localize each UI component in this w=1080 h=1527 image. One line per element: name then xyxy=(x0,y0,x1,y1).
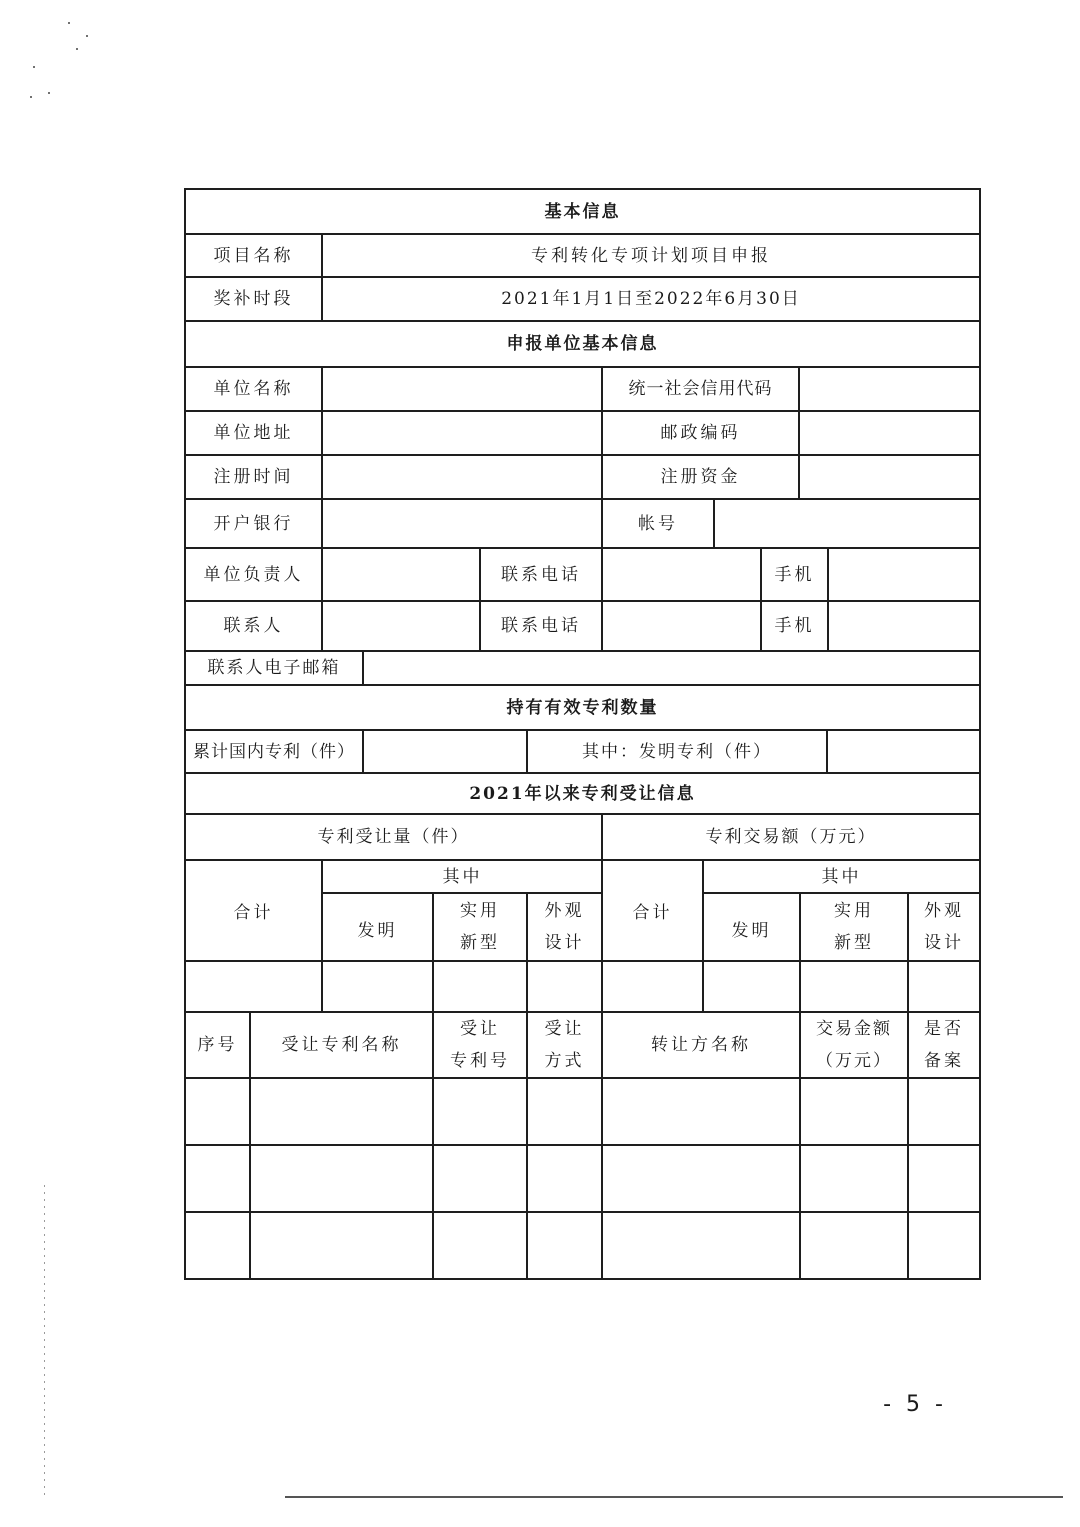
period-label: 奖补时段 xyxy=(213,289,294,309)
scan-speck xyxy=(48,92,50,94)
table-rule xyxy=(184,960,981,962)
detail-method-header xyxy=(528,1013,601,1077)
detail-seq-header: 序号 xyxy=(197,1035,238,1055)
detail-patent-no-line1: 受让 xyxy=(460,1019,500,1039)
detail-patent-no-header xyxy=(434,1013,526,1077)
section-title-basic: 基本信息 xyxy=(544,201,621,222)
count-utility-line1: 实用 xyxy=(460,901,500,921)
contact-mobile-label: 手机 xyxy=(774,616,815,636)
amount-invention-label: 发明 xyxy=(731,921,772,941)
account-field[interactable] xyxy=(715,500,979,547)
detail-transferor-header: 转让方名称 xyxy=(651,1035,751,1055)
head-mobile-field[interactable] xyxy=(829,549,979,600)
section-title-transfer: 2021年以来专利受让信息 xyxy=(469,783,696,804)
domestic-patents-field[interactable] xyxy=(364,731,526,772)
detail-amount-line1: 交易金额 xyxy=(816,1019,892,1039)
count-among-label: 其中 xyxy=(442,866,483,887)
table-rule xyxy=(184,1211,981,1213)
table-border-right xyxy=(979,188,981,1280)
head-phone-label: 联系电话 xyxy=(501,564,581,585)
unit-address-field[interactable] xyxy=(323,412,601,454)
contact-mobile-field[interactable] xyxy=(829,602,979,650)
domestic-patents-label: 累计国内专利（件） xyxy=(193,741,355,762)
project-name-label: 项目名称 xyxy=(213,245,294,266)
count-total-label: 合计 xyxy=(233,903,274,923)
scan-speck xyxy=(76,48,78,50)
detail-amount-line2: （万元） xyxy=(816,1051,892,1071)
email-field[interactable] xyxy=(364,652,979,684)
section-title-unit: 申报单位基本信息 xyxy=(506,334,659,354)
detail-amount-header xyxy=(801,1013,907,1077)
bank-label: 开户银行 xyxy=(213,513,294,534)
count-design-line1: 外观 xyxy=(544,901,585,921)
section-title-patents: 持有有效专利数量 xyxy=(506,697,659,718)
table-border-bottom xyxy=(184,1278,981,1280)
invention-patents-field[interactable] xyxy=(828,731,979,772)
scan-dotted-margin xyxy=(44,1185,45,1495)
contact-field[interactable] xyxy=(323,602,479,650)
scan-speck xyxy=(30,96,32,98)
transfer-count-header: 专利受让量（件） xyxy=(317,827,470,847)
amount-utility-label xyxy=(801,894,907,960)
project-name-value: 专利转化专项计划项目申报 xyxy=(531,245,771,266)
invention-patents-label: 其中：发明专利（件） xyxy=(582,741,772,762)
amount-design-label xyxy=(909,894,979,960)
credit-code-field[interactable] xyxy=(800,368,979,410)
detail-patent-no-line2: 专利号 xyxy=(450,1051,510,1071)
unit-address-label: 单位地址 xyxy=(213,423,294,443)
detail-filed-line2: 备案 xyxy=(924,1051,964,1071)
postal-code-field[interactable] xyxy=(800,412,979,454)
detail-method-line2: 方式 xyxy=(544,1051,585,1071)
amount-design-line2: 设计 xyxy=(924,933,964,953)
detail-filed-header xyxy=(909,1013,979,1077)
detail-patent-name-header: 受让专利名称 xyxy=(281,1035,402,1055)
contact-label: 联系人 xyxy=(223,616,284,636)
account-label: 帐号 xyxy=(638,513,678,534)
unit-name-label: 单位名称 xyxy=(213,379,294,399)
unit-head-field[interactable] xyxy=(323,549,479,600)
contact-phone-field[interactable] xyxy=(603,602,760,650)
detail-filed-line1: 是否 xyxy=(924,1019,964,1039)
detail-method-line1: 受让 xyxy=(544,1019,585,1039)
amount-among-label: 其中 xyxy=(821,866,862,887)
email-label: 联系人电子邮箱 xyxy=(207,658,341,678)
amount-total-label: 合计 xyxy=(632,903,673,923)
bottom-rule xyxy=(285,1496,1063,1498)
reg-capital-label: 注册资金 xyxy=(660,467,741,487)
unit-name-field[interactable] xyxy=(323,368,601,410)
reg-capital-field[interactable] xyxy=(800,456,979,498)
bank-field[interactable] xyxy=(323,500,601,547)
count-design-label xyxy=(528,894,601,960)
table-rule xyxy=(184,1144,981,1146)
count-utility-line2: 新型 xyxy=(460,933,500,953)
page-number: - 5 - xyxy=(883,1391,947,1417)
count-design-line2: 设计 xyxy=(544,933,585,953)
scan-speck xyxy=(68,22,70,24)
reg-time-label: 注册时间 xyxy=(213,467,294,487)
postal-code-label: 邮政编码 xyxy=(660,423,741,443)
period-value: 2021年1月1日至2022年6月30日 xyxy=(501,289,801,309)
count-utility-label xyxy=(434,894,526,960)
scan-speck xyxy=(33,66,35,68)
head-mobile-label: 手机 xyxy=(774,564,815,585)
table-rule xyxy=(184,1077,981,1079)
count-invention-label: 发明 xyxy=(357,921,398,941)
credit-code-label: 统一社会信用代码 xyxy=(628,379,773,399)
unit-head-label: 单位负责人 xyxy=(203,564,304,585)
transfer-amount-header: 专利交易额（万元） xyxy=(705,827,877,847)
scan-speck xyxy=(86,35,88,37)
head-phone-field[interactable] xyxy=(603,549,760,600)
reg-time-field[interactable] xyxy=(323,456,601,498)
amount-utility-line2: 新型 xyxy=(834,933,874,953)
amount-utility-line1: 实用 xyxy=(834,901,874,921)
amount-design-line1: 外观 xyxy=(924,901,964,921)
contact-phone-label: 联系电话 xyxy=(501,616,581,636)
